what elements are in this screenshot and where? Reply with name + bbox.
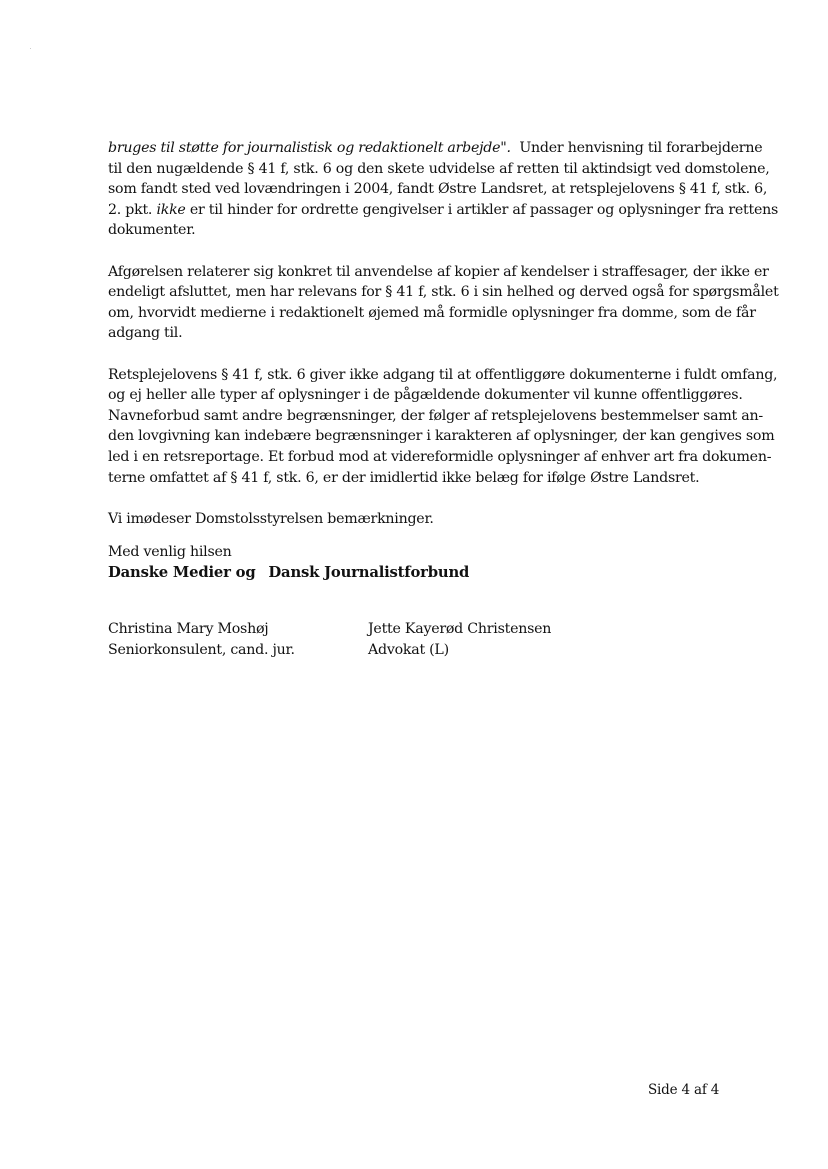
- paragraph-line: Navneforbud samt andre begrænsninger, der følger af retsplejelovens bestemmelser samt an-: [108, 407, 763, 424]
- paragraph-line: [108, 200, 779, 221]
- signer-title: Advokat (L): [368, 641, 449, 658]
- sender-organizations: [108, 563, 469, 584]
- emphasized-text: ikke: [156, 201, 186, 218]
- signer-name: Christina Mary Moshøj: [108, 621, 269, 637]
- letter-body: [108, 138, 779, 550]
- paragraph-line: Retsplejelovens § 41 f, stk. 6 giver ikke adgang til at offentliggøre dokumenterne i fuldt omfang,: [108, 366, 778, 383]
- paragraph-line: terne omfattet af § 41 f, stk. 6, er der imidlertid ikke belæg for ifølge Østre Landsret.: [108, 469, 700, 486]
- signer-2: [368, 619, 551, 660]
- sender-org-1: Danske Medier og: [108, 563, 256, 581]
- paragraph-line: dokumenter.: [108, 222, 196, 239]
- page-number: Side 4 af 4: [648, 1082, 720, 1098]
- body-paragraph: [108, 262, 779, 344]
- paragraph-line: led i en retsreportage. Et forbud mod at videreformidle oplysninger af enhver art fra dokumen-: [108, 448, 772, 465]
- body-paragraph: [108, 365, 778, 489]
- body-paragraph: [108, 138, 779, 241]
- closing-greeting: Med venlig hilsen: [108, 544, 232, 560]
- paragraph-line: og ej heller alle typer af oplysninger i de pågældende dokumenter vil kunne offentliggøres.: [108, 387, 743, 404]
- paragraph-line: om, hvorvidt medierne i redaktionelt øjemed må formidle oplysninger fra domme, som de får: [108, 304, 756, 321]
- body-paragraph: [108, 509, 714, 530]
- paragraph-line: endeligt afsluttet, men har relevans for § 41 f, stk. 6 i sin helhed og derved også for spørgsmålet: [108, 284, 779, 301]
- line-text: 2. pkt.: [108, 201, 157, 218]
- paragraph-line: til den nugældende § 41 f, stk. 6 og den skete udvidelse af retten til aktindsigt ved domstolene,: [108, 160, 770, 177]
- sender-org-2: Dansk Journalistforbund: [268, 563, 470, 581]
- paragraph-line: [108, 138, 763, 159]
- signer-name: Jette Kayerød Christensen: [368, 621, 552, 637]
- scan-mark: [30, 48, 31, 49]
- line-text: Under henvisning til forarbejderne: [510, 140, 763, 156]
- paragraph-line: Vi imødeser Domstolsstyrelsen bemærkninger.: [108, 510, 434, 527]
- line-text: er til hinder for ordrette gengivelser i artikler af passager og oplysninger fra rettens: [185, 201, 779, 218]
- paragraph-line: som fandt sted ved lovændringen i 2004, fandt Østre Landsret, at retsplejelovens § 41 f, stk. 6,: [108, 181, 768, 198]
- closing-block: [108, 542, 469, 583]
- emphasized-text: bruges til støtte for journalistisk og redaktionelt arbejde".: [108, 140, 511, 156]
- paragraph-line: den lovgivning kan indebære begrænsninger i karakteren af oplysninger, der kan gengives som: [108, 428, 775, 445]
- signer-1: [108, 619, 295, 660]
- paragraph-line: Afgørelsen relaterer sig konkret til anvendelse af kopier af kendelser i straffesager, der ikke er: [108, 263, 769, 280]
- signer-title: Seniorkonsulent, cand. jur.: [108, 641, 295, 658]
- paragraph-line: adgang til.: [108, 325, 183, 342]
